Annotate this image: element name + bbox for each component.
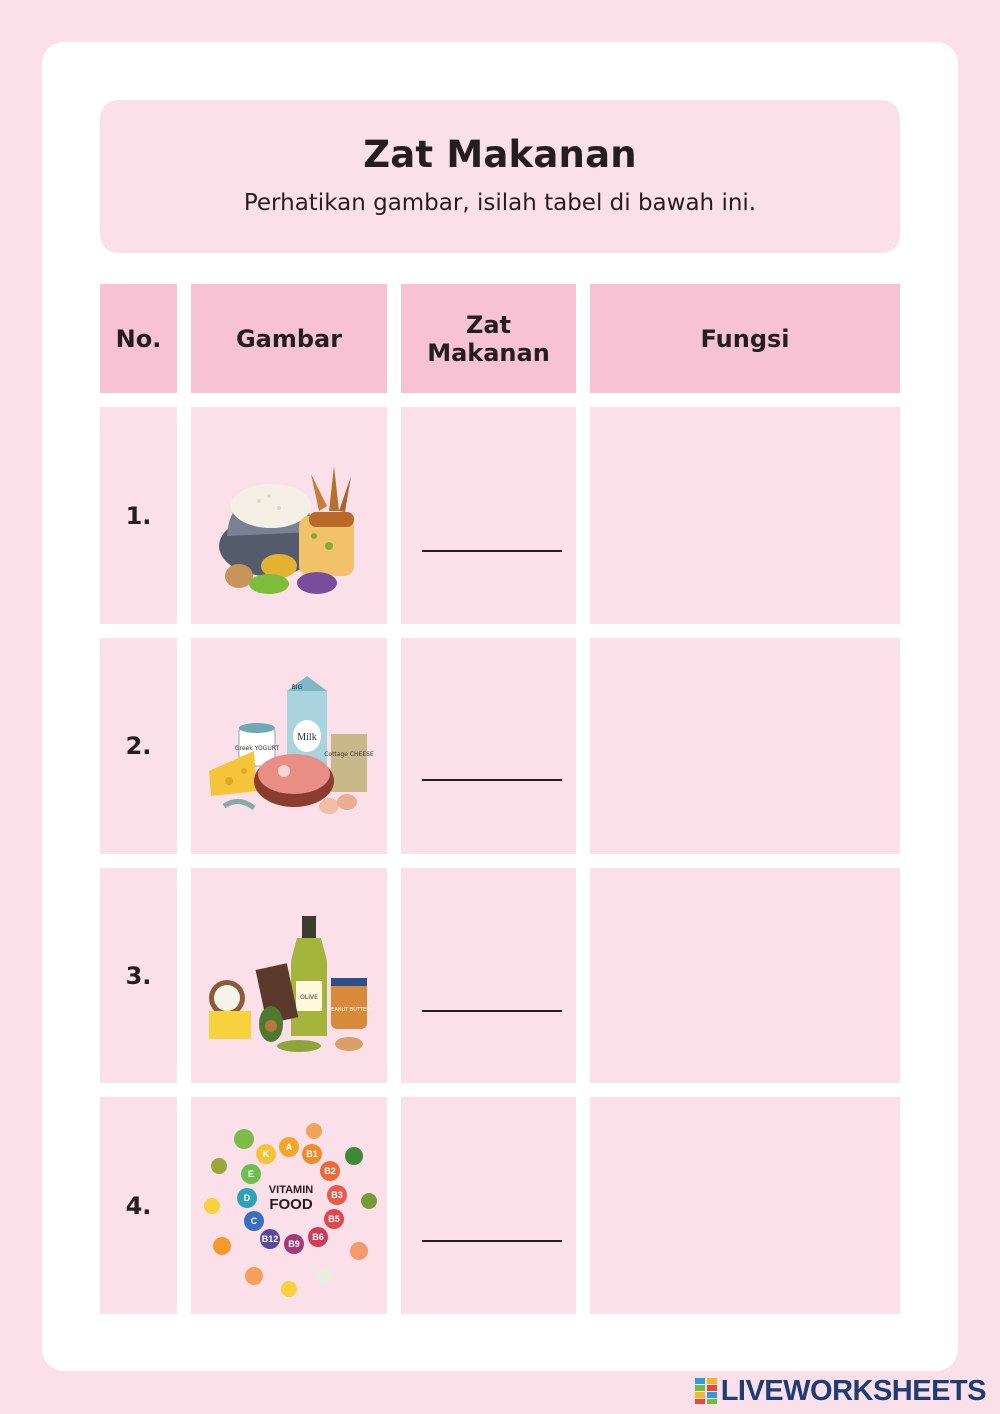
row-4-number: 4. [100, 1097, 177, 1314]
brand-name: LIVEWORKSHEETS [720, 1374, 986, 1407]
row-1-answer-cell[interactable] [401, 407, 576, 624]
row-4-fungsi-cell[interactable] [590, 1097, 900, 1314]
vitamin-e: E [247, 1168, 255, 1179]
row-2-fungsi-cell[interactable] [590, 638, 900, 854]
vitamin-b1: B1 [306, 1148, 318, 1159]
column-header-gambar: Gambar [191, 284, 387, 393]
row-4-image-cell [191, 1097, 387, 1314]
column-header-no: No. [100, 284, 177, 393]
vitamin-b6: B6 [312, 1231, 324, 1242]
row-1-answer-line [422, 550, 562, 552]
row-3-number: 3. [100, 868, 177, 1083]
row-4-answer-cell[interactable] [401, 1097, 576, 1314]
row-3-answer-cell[interactable] [401, 868, 576, 1083]
vitamin-d: D [243, 1192, 251, 1203]
yogurt-label: Greek YOGURT [234, 745, 280, 752]
row-2-number: 2. [100, 638, 177, 854]
vitamin-b2: B2 [324, 1165, 336, 1176]
row-2-image-cell [191, 638, 387, 854]
header-panel [100, 100, 900, 253]
column-header-zat-line1: Zat [465, 310, 512, 339]
column-header-zat-line2: Makanan [427, 338, 550, 367]
vitamin-b12: B12 [261, 1233, 279, 1244]
row-1-image-cell [191, 407, 387, 624]
column-header-zat-makanan [401, 284, 576, 393]
row-4-answer-line [422, 1240, 562, 1242]
column-header-fungsi: Fungsi [590, 284, 900, 393]
vitamin-b3: B3 [331, 1189, 343, 1200]
peanut-butter-label: PEANUT BUTTER [328, 1006, 370, 1013]
row-3-fungsi-cell[interactable] [590, 868, 900, 1083]
carbohydrate-foods-icon [199, 426, 379, 606]
fat-foods-icon [199, 886, 379, 1066]
vitamin-c: C [250, 1215, 258, 1226]
olive-label: OLIVE [300, 993, 318, 1001]
vitamin-label: VITAMIN [268, 1183, 314, 1196]
vitamin-k: K [262, 1148, 270, 1159]
vitamin-a: A [285, 1141, 293, 1152]
row-2-answer-line [422, 779, 562, 781]
protein-foods-icon [199, 656, 379, 836]
milk-big-label: BIG [291, 684, 303, 691]
vitamin-b5: B5 [328, 1213, 340, 1224]
cheese-label: Cottage CHEESE [324, 751, 374, 758]
liveworksheets-icon [695, 1378, 717, 1404]
milk-label: Milk [297, 732, 317, 743]
row-2-answer-cell[interactable] [401, 638, 576, 854]
page-subtitle: Perhatikan gambar, isilah tabel di bawah ini. [243, 190, 757, 216]
row-1-number: 1. [100, 407, 177, 624]
row-3-image-cell [191, 868, 387, 1083]
row-3-answer-line [422, 1010, 562, 1012]
liveworksheets-logo[interactable] [695, 1374, 986, 1408]
food-label: FOOD [269, 1195, 313, 1213]
vitamin-b9: B9 [288, 1238, 300, 1249]
vitamin-food-icon [194, 1111, 384, 1301]
page-title: Zat Makanan [363, 133, 637, 176]
row-1-fungsi-cell[interactable] [590, 407, 900, 624]
